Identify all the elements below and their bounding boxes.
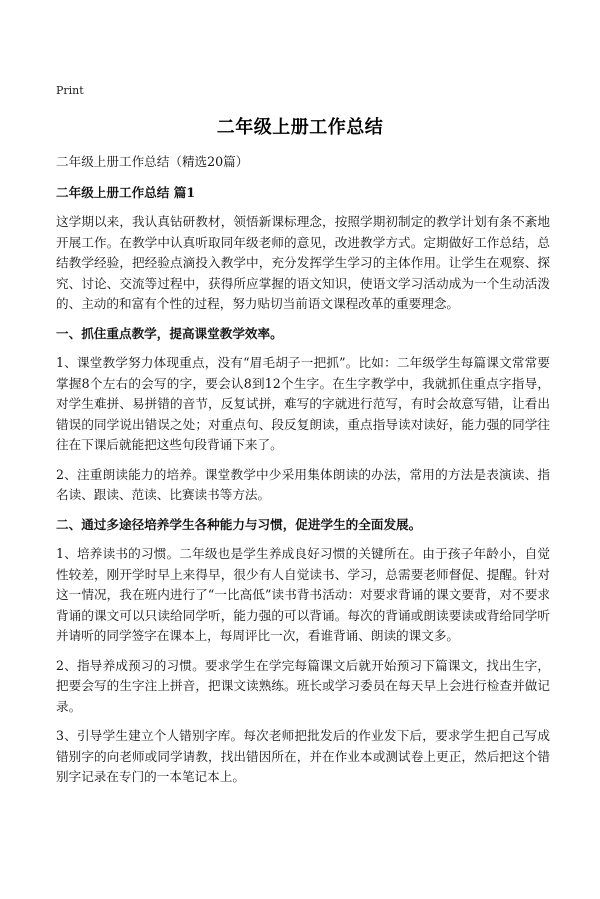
subtitle: 二年级上册工作总结（精选20篇）	[56, 154, 249, 169]
section-2	[56, 515, 550, 788]
paragraph: 1、课堂教学努力体现重点，没有“眉毛胡子一把抓”。比如：二年级学生每篇课文常常要掌握8个左右的会写的字，要会认8到12个生字。在生字教学中，我就抓住重点字指导，对学生难拼、易拼错的音节，反复试拼，难写的字就进行范写，有时会故意写错，让看出错误的同学说出错误之处；对重点句、段反复朗读，重点指导读对读好，能力强的同学往往在下课后就能把这些句段背诵下来了。	[56, 355, 550, 452]
document-body	[56, 152, 550, 797]
paragraph: 2、指导养成预习的习惯。要求学生在学完每篇课文后就开始预习下篇课文，找出生字，把要会写的生字注上拼音，把课文读熟练。班长或学习委员在每天早上会进行检查并做记录。	[56, 657, 550, 714]
section-heading: 一、抓住重点教学，提高课堂教学效率。	[56, 325, 283, 341]
intro-paragraph: 这学期以来，我认真钻研教材，领悟新课标理念，按照学期初制定的教学计划有条不紊地开展工作。在教学中认真听取同年级老师的意见，改进教学方式。定期做好工作总结，总结教学经验，把经验点滴投入教学中，充分发挥学生学习的主体作用。让学生在观察、探究、讨论、交流等过程中，获得所应掌握的语文知识，使语文学习活动成为一个生动活泼的、主动的和富有个性的过程，努力贴切当前语文课程改革的重要理念。	[56, 214, 550, 311]
print-label: Print	[56, 84, 84, 97]
paragraph: 3、引导学生建立个人错别字库。每次老师把批发后的作业发下后，要求学生把自己写成错别字的向老师或同学请教，找出错因所在，并在作业本或测试卷上更正，然后把这个错别字记录在专门的一本笔记本上。	[56, 728, 550, 784]
article-heading: 二年级上册工作总结 篇1	[56, 184, 196, 200]
page-title: 二年级上册工作总结	[216, 117, 384, 138]
paragraph: 2、注重朗读能力的培养。课堂教学中少采用集体朗读的办法，常用的方法是表演读、指名读、跟读、范读、比赛读书等方法。	[56, 466, 550, 502]
section-heading: 二、通过多途径培养学生各种能力与习惯，促进学生的全面发展。	[56, 516, 422, 532]
section-1	[56, 324, 550, 506]
paragraph: 1、培养读书的习惯。二年级也是学生养成良好习惯的关键所在。由于孩子年龄小，自觉性较差，刚开学时早上来得早，很少有人自觉读书、学习，总需要老师督促、提醒。针对这一情况，我在班内进行了“一比高低”读书背书活动：对要求背诵的课文要背，对不要求背诵的课文可以只读给同学听，能力强的可以背诵。每次的背诵或朗读要读或背给同学听并请听的同学签字在课本上，每周评比一次，看谁背诵、朗读的课文多。	[56, 546, 550, 643]
